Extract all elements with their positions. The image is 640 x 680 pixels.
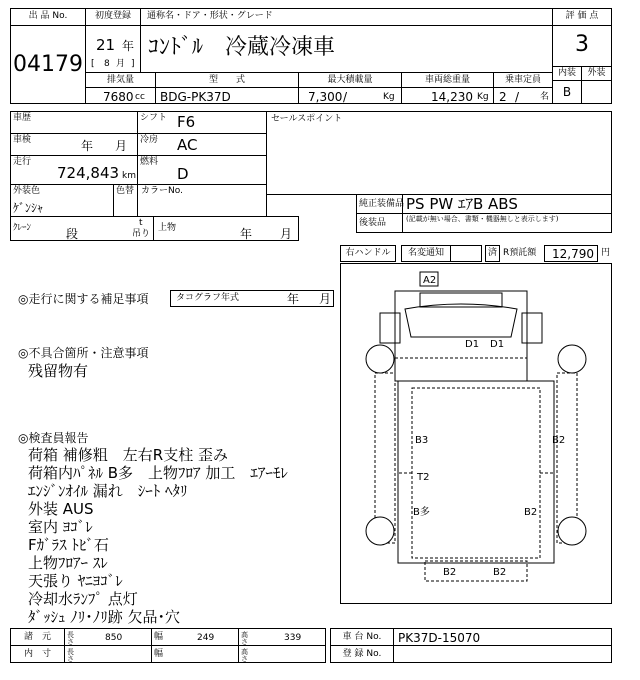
inspector-line: ﾀﾞｯｼｭ ﾉﾘ･ﾉﾘ跡 欠品･穴 — [28, 608, 181, 626]
aftermarket-label: 後装品 — [359, 218, 387, 228]
width-value: 249 — [197, 633, 215, 643]
front-right-wheel — [558, 345, 586, 373]
reg-month-close: ] — [131, 59, 135, 69]
cargo-inner — [412, 388, 540, 558]
history-label: 車歴 — [13, 113, 32, 123]
damage-mark: B3 — [415, 435, 429, 446]
defect-line: 残留物有 — [28, 362, 89, 380]
upper-month-unit: 月 — [280, 227, 293, 241]
gross-label: 車両総重量 — [424, 75, 470, 85]
model-value: BDG-PK37D — [160, 90, 231, 104]
color-no-label: 色替 — [116, 186, 135, 196]
width-cell — [151, 628, 239, 646]
damage-mark: D1 — [465, 339, 480, 350]
color-code-label: カラーNo. — [141, 186, 183, 196]
capacity-label: 乗車定員 — [504, 75, 541, 85]
damage-mark: T2 — [417, 472, 430, 483]
inspection-label: 車検 — [13, 135, 32, 145]
height-value: 339 — [284, 633, 302, 643]
inner-length-label: 長さ — [67, 648, 74, 663]
tacho-year-unit: 年 — [287, 292, 300, 306]
crane-label: ｸﾚｰﾝ — [13, 223, 32, 233]
capacity-value: 2 — [499, 90, 507, 104]
displacement-value: 7680 — [103, 90, 134, 104]
displacement-label: 排気量 — [106, 75, 134, 85]
r-deposit-label: R預託額 — [503, 248, 537, 258]
inner-height-cell — [238, 645, 326, 663]
height-cell — [238, 628, 326, 646]
chassis-label: 車 台 No. — [342, 632, 382, 642]
right-handle: 右ハンドル — [345, 248, 391, 258]
model-label: 型 式 — [208, 75, 245, 85]
payload-label: 最大積載量 — [327, 75, 373, 85]
color-value: ｹﾞﾝｼｬ — [13, 201, 44, 215]
displacement-unit: cc — [135, 92, 145, 102]
length-value: 850 — [105, 633, 123, 643]
inspector-line: 上物ﾌﾛｱｰ ｽﾚ — [28, 554, 108, 572]
inner-length-cell — [64, 645, 152, 663]
crane-ton: t — [139, 218, 143, 228]
damage-mark: B2 — [443, 567, 457, 578]
reg-label: 登 録 No. — [342, 649, 382, 659]
upper-year-unit: 年 — [240, 227, 253, 241]
rear-panel — [425, 561, 527, 581]
sales-point-label: セールスポイント — [271, 114, 343, 124]
equipment-value: PS PW ｴｱB ABS — [406, 195, 518, 213]
inspector-line: Fｶﾞﾗｽ ﾄﾋﾞ石 — [28, 536, 109, 554]
name-change-label: 名変通知 — [407, 248, 444, 258]
mileage-label: 走行 — [13, 157, 32, 167]
reg-month-unit: 月 — [116, 59, 126, 69]
recycle-fee: 済 — [487, 248, 497, 258]
reg-year-unit: 年 — [122, 39, 135, 53]
inspector-line: 荷箱内ﾊﾟﾈﾙ B多 上物ﾌﾛｱ 加工 ｴｱｰﾓﾚ — [28, 464, 288, 482]
damage-mark: B2 — [493, 567, 507, 578]
front-bumper — [380, 313, 400, 343]
capacity-unit: 名 — [540, 92, 550, 102]
dims-label: 諸 元 — [23, 632, 51, 642]
aftermarket-note: (記載が無い場合、書類・機器無しと表示します) — [406, 215, 559, 223]
equipment-label: 純正装備品 — [359, 199, 405, 209]
inspector-line: ｴﾝｼﾞﾝｵｲﾙ 漏れ ｼｰﾄ ﾍﾀﾘ — [28, 482, 188, 500]
width-label: 幅 — [154, 632, 164, 642]
interior-label: 内装 — [557, 68, 576, 78]
damage-mark: B2 — [524, 507, 538, 518]
inspector-line: 外装 AUS — [28, 500, 94, 518]
defects-title: ◎不具合箇所・注意事項 — [18, 346, 149, 360]
windshield — [405, 304, 517, 337]
upper-label: 上物 — [158, 223, 177, 233]
mileage-unit: km — [122, 171, 136, 181]
inspector-line: 室内 ﾖｺﾞﾚ — [28, 518, 93, 536]
name-change-box — [450, 245, 482, 262]
reg-year: 21 — [96, 36, 116, 54]
length-label: 長さ — [67, 631, 74, 646]
car-name: ｺﾝﾄﾞﾙ 冷蔵冷凍車 — [148, 35, 336, 60]
lot-label: 出 品 No. — [28, 11, 68, 21]
inner-width-cell — [151, 645, 239, 663]
color-label: 外装色 — [13, 186, 41, 196]
crane-step: 段 — [66, 227, 79, 241]
ac-label: 冷房 — [140, 135, 159, 145]
fuel-label: 燃料 — [140, 157, 159, 167]
payload-sep: / — [343, 90, 348, 104]
exterior-grade-cell — [581, 80, 612, 104]
driving-title: ◎走行に関する補足事項 — [18, 292, 149, 306]
inspector-title: ◎検査員報告 — [18, 431, 89, 445]
fuel-value: D — [177, 165, 189, 183]
crane-lift: 吊り — [132, 229, 151, 239]
damage-mark: D1 — [490, 339, 505, 350]
rear-right-wheel — [558, 517, 586, 545]
truck-diagram — [340, 263, 612, 604]
front-left-wheel — [366, 345, 394, 373]
capacity-sep: / — [515, 90, 520, 104]
front-bumper-right — [522, 313, 542, 343]
shift-label: シフト — [140, 113, 168, 123]
ac-value: AC — [177, 136, 198, 154]
rating-label: 評 価 点 — [565, 11, 599, 21]
reg-cell — [393, 645, 612, 663]
inner-label: 内 寸 — [23, 649, 51, 659]
inspector-line: 冷却水ﾗﾝﾌﾟ 点灯 — [28, 590, 138, 608]
tacho-month-unit: 月 — [319, 292, 332, 306]
gross-value: 14,230 — [431, 90, 473, 104]
payload-value: 7,300 — [308, 90, 343, 104]
damage-mark: A2 — [423, 275, 437, 286]
shift-value: F6 — [177, 113, 196, 131]
chassis-value: PK37D-15070 — [398, 631, 481, 645]
height-label: 高さ — [241, 631, 248, 646]
damage-mark: B多 — [413, 507, 430, 518]
damage-mark: B2 — [552, 435, 566, 446]
exterior-label: 外装 — [587, 68, 606, 78]
inspector-line: 天張り ﾔﾆﾖｺﾞﾚ — [28, 572, 123, 590]
r-deposit-value: 12,790 — [552, 247, 594, 261]
inspection-month-unit: 月 — [115, 139, 128, 153]
yen-unit: 円 — [601, 248, 611, 258]
rear-left-wheel — [366, 517, 394, 545]
rating-value: 3 — [575, 32, 589, 57]
inner-width-label: 幅 — [154, 649, 164, 659]
payload-unit: Kg — [383, 92, 395, 102]
name-label: 通称名・ドア・形状・グレード — [147, 11, 273, 21]
inspection-year-unit: 年 — [81, 139, 94, 153]
interior-grade: B — [562, 85, 572, 99]
reg-month-open: [ — [91, 59, 95, 69]
mileage-value: 724,843 — [57, 164, 120, 182]
tacho-label: タコグラフ年式 — [176, 293, 240, 303]
inspector-line: 荷箱 補修粗 左右R支柱 歪み — [28, 446, 228, 464]
reg-month: 8 — [104, 59, 110, 69]
lot-number: 04179 — [13, 52, 83, 77]
inner-height-label: 高さ — [241, 648, 248, 663]
first-reg-label: 初度登録 — [94, 11, 131, 21]
gross-unit: Kg — [477, 92, 489, 102]
